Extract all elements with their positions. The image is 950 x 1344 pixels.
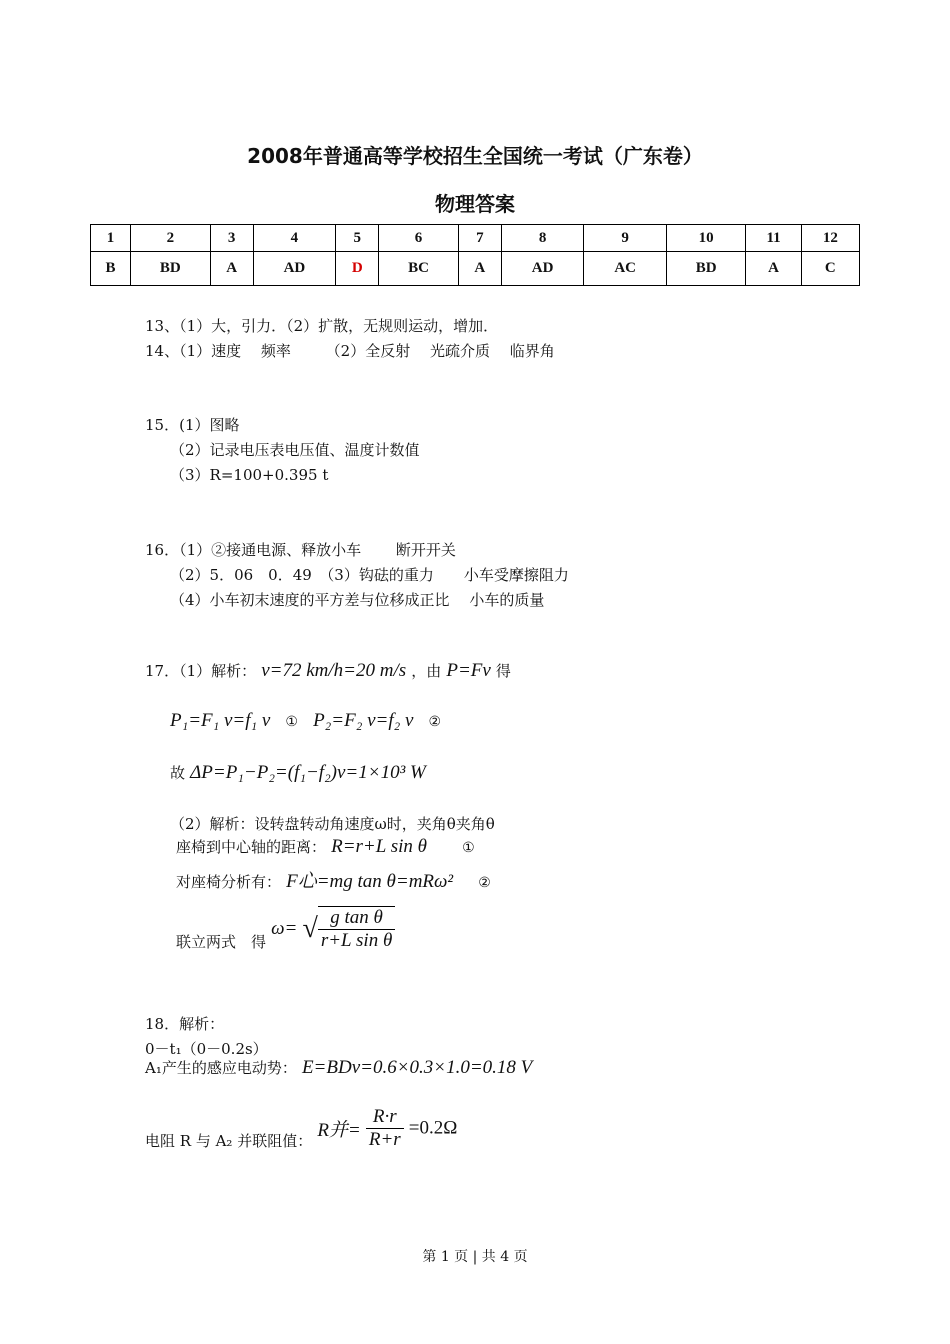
answer-cell: AD bbox=[253, 252, 336, 286]
answer-18-emf-line bbox=[145, 1057, 532, 1079]
question-number: 1 bbox=[91, 225, 131, 252]
question-number: 10 bbox=[666, 225, 746, 252]
resistance-denominator: R+r bbox=[368, 1129, 401, 1150]
resistance-numerator: R·r bbox=[366, 1106, 404, 1129]
force-equation: F心=mg tan θ=mRω² bbox=[286, 871, 454, 892]
answer-15-line-1: 15．(1）图略 bbox=[145, 416, 240, 434]
answer-cell: A bbox=[746, 252, 801, 286]
resistance-lhs: R并= bbox=[317, 1120, 361, 1141]
force-text: 对座椅分析有： bbox=[176, 873, 282, 891]
answer-17-line-3 bbox=[170, 762, 426, 784]
answer-13: 13、（1）大，引力．（2）扩散，无规则运动，增加． bbox=[145, 317, 499, 335]
answer-table-answer-row bbox=[91, 252, 860, 286]
answer-18-line-2: 0－t₁（0－0.2s） bbox=[145, 1040, 268, 1058]
answer-cell: BC bbox=[379, 252, 459, 286]
mark-4: ② bbox=[478, 875, 491, 891]
answer-cell: A bbox=[210, 252, 253, 286]
q17-intro: 17．（1）解析： bbox=[145, 662, 257, 680]
omega-sqrt bbox=[318, 906, 395, 952]
answer-15-line-3: （3）R=100+0.395 t bbox=[170, 466, 329, 484]
page-footer: 第 1 页 | 共 4 页 bbox=[422, 1249, 528, 1265]
answer-17-part-2: （2）解析：设转盘转动角速度ω时，夹角θ夹角θ bbox=[170, 815, 495, 833]
answer-cell: AC bbox=[584, 252, 667, 286]
question-number: 12 bbox=[801, 225, 859, 252]
seat-text: 座椅到中心轴的距离： bbox=[176, 838, 327, 856]
question-number: 6 bbox=[379, 225, 459, 252]
delta-p-equation: ΔP=P₁−P₂=(f₁−f₂)v=1×10³ W bbox=[190, 762, 426, 783]
page-title: 2008年普通高等学校招生全国统一考试（广东卷） bbox=[247, 144, 703, 168]
combine-text: 联立两式 得 bbox=[176, 933, 267, 951]
mark-1: ① bbox=[285, 714, 298, 730]
question-number: 8 bbox=[501, 225, 584, 252]
p2-equation: P₂=F₂ v=f₂ v bbox=[313, 710, 414, 731]
omega-lhs: ω= bbox=[271, 918, 298, 939]
answer-15-line-2: （2）记录电压表电压值、温度计数值 bbox=[170, 441, 420, 459]
answer-17-omega-line bbox=[176, 906, 395, 952]
answer-table bbox=[90, 224, 860, 286]
answer-16-line-1: 16．（1）②接通电源、释放小车 断开开关 bbox=[145, 541, 456, 559]
p1-equation: P₁=F₁ v=f₁ v bbox=[170, 710, 271, 731]
question-number: 2 bbox=[131, 225, 211, 252]
radius-equation: R=r+L sin θ bbox=[331, 836, 427, 857]
mark-3: ① bbox=[462, 840, 475, 856]
answer-17-line-2 bbox=[170, 710, 441, 732]
answer-cell: B bbox=[91, 252, 131, 286]
power-equation: P=Fv bbox=[446, 660, 491, 681]
omega-numerator: g tan θ bbox=[318, 907, 395, 930]
answer-18-line-1: 18．解析： bbox=[145, 1015, 225, 1033]
q17-gu: 故 bbox=[170, 764, 186, 782]
q17-connector: ，由 bbox=[411, 662, 442, 680]
question-number: 11 bbox=[746, 225, 801, 252]
resistance-rhs: =0.2Ω bbox=[408, 1117, 458, 1139]
question-number: 5 bbox=[336, 225, 379, 252]
omega-denominator: r+L sin θ bbox=[320, 930, 393, 951]
answer-16-line-2: （2）5．06 0．49 （3）钩砝的重力 小车受摩擦阻力 bbox=[170, 566, 569, 584]
answer-17-force-line bbox=[176, 866, 491, 893]
answer-cell: AD bbox=[501, 252, 584, 286]
answer-cell: C bbox=[801, 252, 859, 286]
answer-cell: BD bbox=[666, 252, 746, 286]
answer-18-resistance-line bbox=[145, 1106, 457, 1151]
answer-17-radius-line bbox=[176, 836, 475, 858]
question-number: 7 bbox=[458, 225, 501, 252]
q17-de: 得 bbox=[495, 662, 511, 680]
question-number: 4 bbox=[253, 225, 336, 252]
question-number: 3 bbox=[210, 225, 253, 252]
answer-17-line-1 bbox=[145, 660, 511, 682]
sqrt-sign: √ bbox=[302, 913, 318, 944]
emf-equation: E=BDv=0.6×0.3×1.0=0.18 V bbox=[301, 1057, 533, 1078]
speed-equation: v=72 km/h=20 m/s bbox=[261, 660, 407, 681]
mark-2: ② bbox=[428, 714, 442, 730]
emf-text: A₁产生的感应电动势： bbox=[145, 1059, 297, 1077]
omega-fraction bbox=[318, 907, 395, 952]
page-subtitle: 物理答案 bbox=[435, 192, 515, 216]
answer-table-header-row bbox=[91, 225, 860, 252]
answer-14: 14、（1）速度 频率 （2）全反射 光疏介质 临界角 bbox=[145, 342, 555, 360]
resistance-fraction bbox=[366, 1106, 404, 1151]
answer-cell: BD bbox=[131, 252, 211, 286]
resistance-text: 电阻 R 与 A₂ 并联阻值： bbox=[145, 1132, 313, 1150]
answer-cell-highlighted: D bbox=[336, 252, 379, 286]
answer-cell: A bbox=[458, 252, 501, 286]
question-number: 9 bbox=[584, 225, 667, 252]
answer-16-line-3: （4）小车初末速度的平方差与位移成正比 小车的质量 bbox=[170, 591, 545, 609]
